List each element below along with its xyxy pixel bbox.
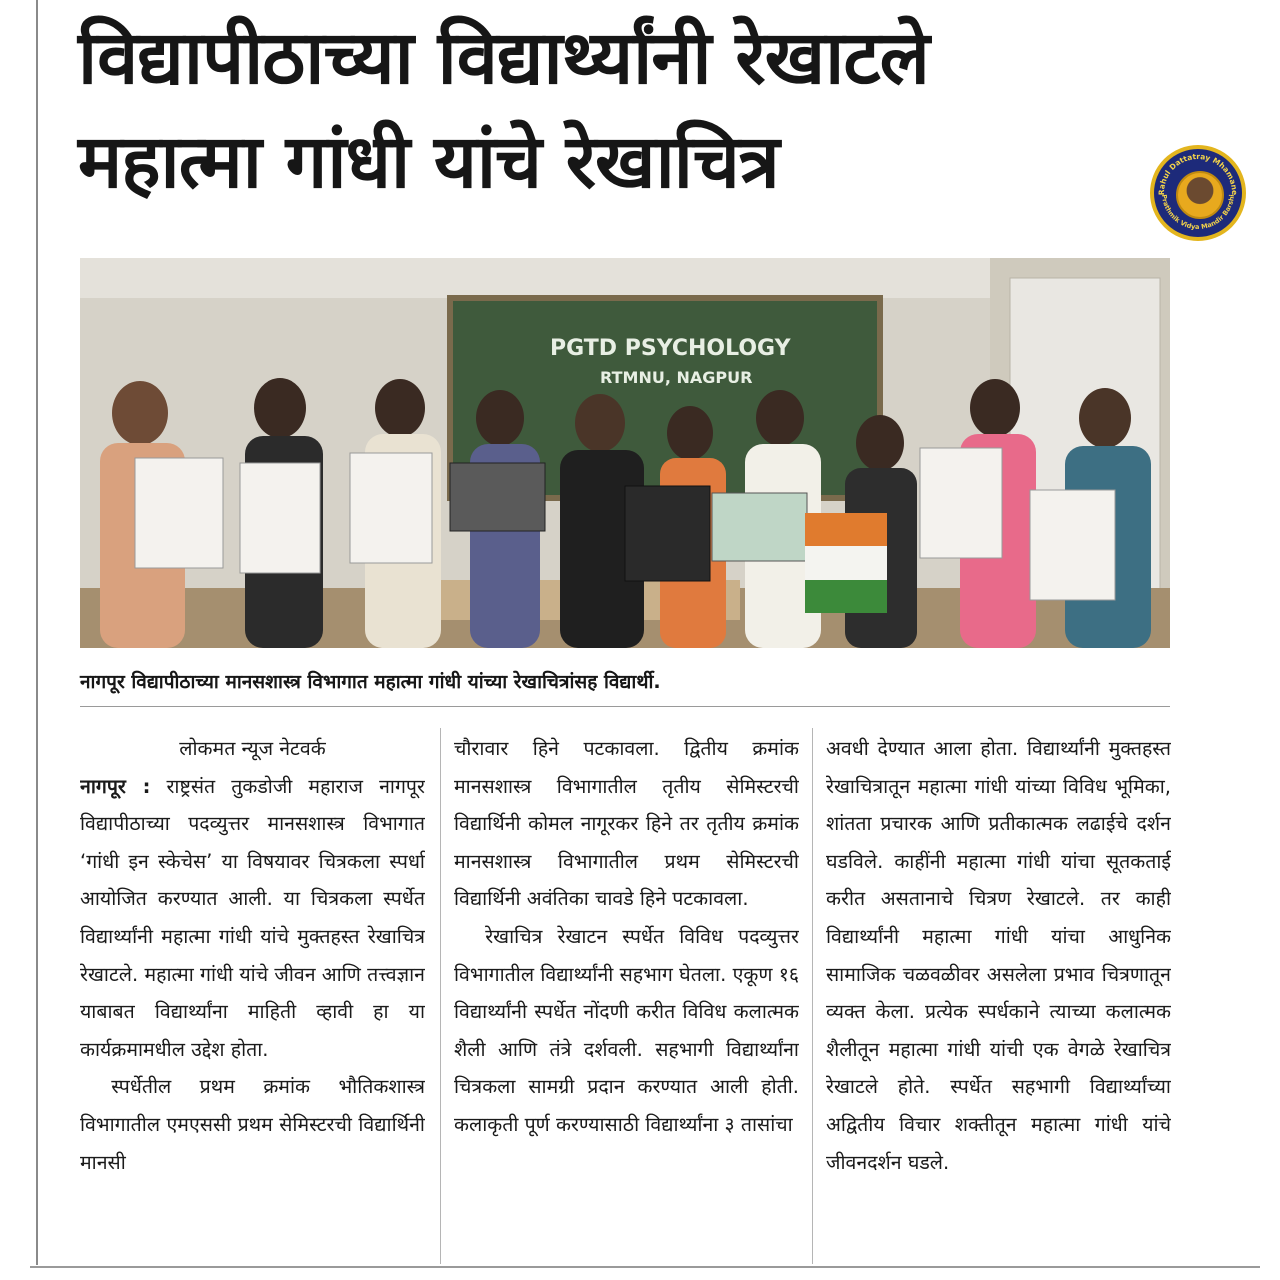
badge-portrait bbox=[1176, 171, 1224, 219]
article-paragraph-5: अवधी देण्यात आला होता. विद्यार्थ्यांनी मुक्तहस्त रेखाचित्रातून महात्मा गांधी यांच्या विविध भूमिका, शांतता प्रचारक आणि प्रतीकात्मक लढाईचे दर्शन घडविले. काहींनी महात्मा गांधी यांचा सूतकताई करीत असतानाचे चित्रण रेखाटले. तर काही विद्यार्थ्यांनी महात्मा गांधी यांचा आधुनिक सामाजिक चळवळीवर असलेला प्रभाव चित्रणातून व्यक्त केला. प्रत्येक स्पर्धकाने त्याच्या कलात्मक शैलीतून महात्मा गांधी यांची एक वेगळे रेखाचित्र रेखाटले होते. स्पर्धेत सहभागी विद्यार्थ्यांच्या अद्वितीय विचार शक्तीतून महात्मा गांधी यांचे जीवनदर्शन घडले. bbox=[826, 737, 1171, 1174]
article-column-3 bbox=[826, 730, 1171, 1260]
headline-line-2: महात्मा गांधी यांचे रेखाचित्र bbox=[78, 119, 779, 205]
photo-caption: नागपूर विद्यापीठाच्या मानसशास्त्र विभागात महात्मा गांधी यांच्या रेखाचित्रांसह विद्यार्थी. bbox=[80, 671, 661, 693]
headline bbox=[78, 6, 1158, 214]
event-photo-drawing bbox=[80, 258, 1170, 648]
chalkboard-text-2: RTMNU, NAGPUR bbox=[600, 368, 753, 387]
lead-text: राष्ट्रसंत तुकडोजी महाराज नागपूर विद्यापीठाच्या पदव्युत्तर मानसशास्त्र विभागात ‘गांधी इन स्केचेस’ या विषयावर चित्रकला स्पर्धा आयोजित करण्यात आली. या चित्रकला स्पर्धेत विद्यार्थ्यांनी महात्मा गांधी यांचे मुक्तहस्त रेखाचित्र रेखाटले. महात्मा गांधी यांचे जीवन आणि तत्त्वज्ञान याबाबत विद्यार्थ्यांना माहिती व्हावी हा या कार्यक्रमामधील उद्देश होता. bbox=[80, 774, 425, 1061]
article-lead-paragraph bbox=[80, 768, 425, 1069]
page-bottom-rule bbox=[30, 1266, 1260, 1268]
author-badge bbox=[1150, 145, 1246, 241]
caption-rule bbox=[80, 706, 1170, 707]
page-left-rule bbox=[36, 0, 38, 1265]
column-divider-1 bbox=[440, 728, 441, 1264]
article-column-1 bbox=[80, 730, 425, 1260]
article-paragraph-3: चौरावार हिने पटकावला. द्वितीय क्रमांक मानसशास्त्र विभागातील तृतीय सेमिस्टरची विद्यार्थिनी कोमल नागूरकर हिने तर तृतीय क्रमांक मानसशास्त्र विभागातील प्रथम सेमिस्टरची विद्यार्थिनी अवंतिका चावडे हिने पटकावला. bbox=[454, 737, 799, 911]
badge-name: Rahul Dattatray Mhamane bbox=[1156, 151, 1240, 196]
badge-org: Prathmik Vidya Mandir Barshi bbox=[1159, 193, 1236, 232]
byline: लोकमत न्यूज नेटवर्क bbox=[179, 737, 326, 760]
chalkboard-text-1: PGTD PSYCHOLOGY bbox=[550, 336, 791, 361]
article-paragraph-2: स्पर्धेतील प्रथम क्रमांक भौतिकशास्त्र विभागातील एमएससी प्रथम सेमिस्टरची विद्यार्थिनी मानसी bbox=[80, 1075, 425, 1174]
article-paragraph-4: रेखाचित्र रेखाटन स्पर्धेत विविध पदव्युत्तर विभागातील विद्यार्थ्यांनी सहभाग घेतला. एकूण १६ विद्यार्थ्यांनी स्पर्धेत नोंदणी करीत विविध कलात्मक शैली आणि तंत्रे दर्शवली. सहभागी विद्यार्थ्यांना चित्रकला सामग्री प्रदान करण्यात आली होती. कलाकृती पूर्ण करण्यासाठी विद्यार्थ्यांना ३ तासांचा bbox=[454, 924, 799, 1136]
article-column-2 bbox=[454, 730, 799, 1260]
column-divider-2 bbox=[812, 728, 813, 1264]
event-photo bbox=[80, 258, 1170, 648]
headline-line-1: विद्यापीठाच्या विद्यार्थ्यांनी रेखाटले bbox=[78, 15, 929, 101]
dateline: नागपूर : bbox=[80, 774, 151, 798]
